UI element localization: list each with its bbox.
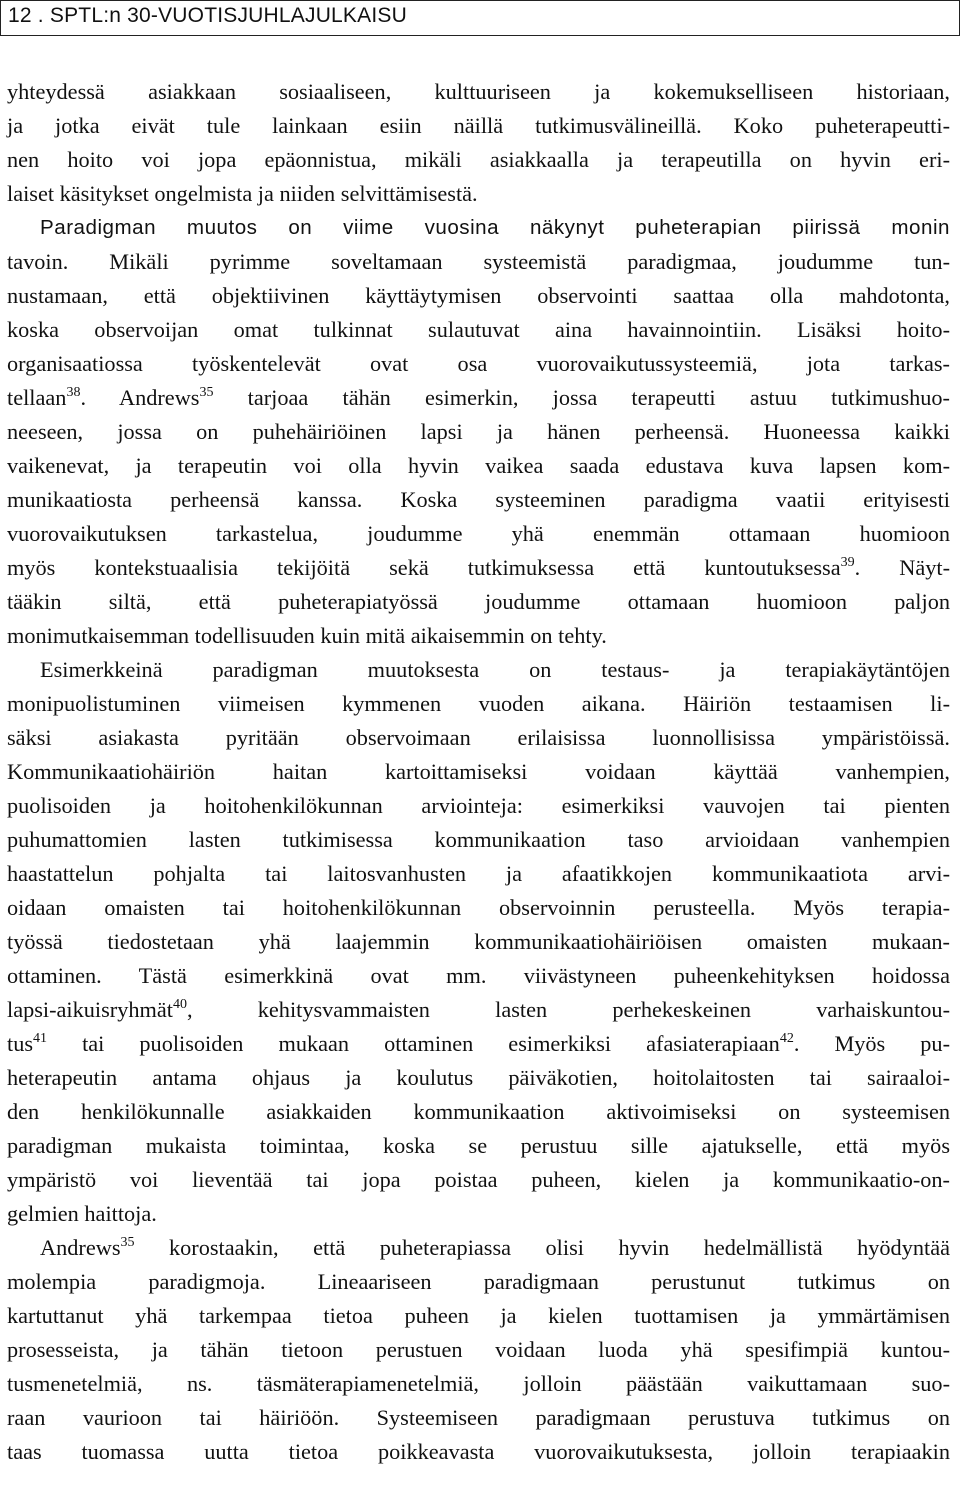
text-line: tellaan$^{38}$. Andrews$^{35}$ tarjoaa tähän esimerkin, jossa terapeutti astuu tutkimushuo- xyxy=(7,384,950,410)
text-line: monimutkaisemman todellisuuden kuin mitä aikaisemmin on tehty. xyxy=(7,623,607,648)
header-separator: . xyxy=(31,4,50,27)
text-line: Kommunikaatiohäiriön haitan kartoittamiseksi voidaan käyttää vanhempien, xyxy=(7,759,950,784)
footnote-ref: 39 xyxy=(840,554,855,570)
text-line: ottaminen. Tästä esimerkkinä ovat mm. viivästyneen puheenkehityksen hoidossa xyxy=(7,963,950,988)
text-line: kartuttanut yhä tarkempaa tietoa puheen ja kielen tuottamisen ja ymmärtämisen xyxy=(7,1303,950,1328)
footnote-ref: 40 xyxy=(172,996,187,1012)
footnote-ref: 42 xyxy=(779,1030,794,1046)
text-line: organisaatiossa työskentelevät ovat osa vuorovaikutussysteemiä, jota tarkas- xyxy=(7,351,950,376)
text-line: monipuolistuminen viimeisen kymmenen vuoden aikana. Häiriön testaamisen li- xyxy=(7,691,950,716)
text-line: gelmien haittoja. xyxy=(7,1201,157,1226)
text-line: puolisoiden ja hoitohenkilökunnan arviointeja: esimerkiksi vauvojen tai pienten xyxy=(7,793,950,818)
text-line: laiset käsitykset ongelmista ja niiden selvittämisestä. xyxy=(7,181,478,206)
text-line: Andrews$^{35}$ korostaakin, että puheterapiassa olisi hyvin hedelmällistä hyödyntää xyxy=(40,1234,950,1260)
text-line: puhumattomien lasten tutkimisessa kommunikaation taso arvioidaan vanhempien xyxy=(7,827,950,852)
running-header xyxy=(8,4,407,28)
text-line: ja jotka eivät tule lainkaan esiin näillä tutkimusvälineillä. Koko puheterapeutti- xyxy=(7,113,950,138)
text-line: munikaatiosta perheensä kanssa. Koska systeeminen paradigma vaatii erityisesti xyxy=(7,487,950,512)
footnote-ref: 35 xyxy=(199,384,214,400)
text-line: koska observoijan omat tulkinnat sulautuvat aina havainnointiin. Lisäksi hoito- xyxy=(7,317,950,342)
publication-title: SPTL:n 30-VUOTISJUHLAJULKAISU xyxy=(49,4,407,27)
text-line: den henkilökunnalle asiakkaiden kommunikaation aktivoimiseksi on systeemisen xyxy=(7,1099,950,1124)
text-line: prosesseista, ja tähän tietoon perustuen voidaan luoda yhä spesifimpiä kuntou- xyxy=(7,1337,950,1362)
text-line: taas tuomassa uutta tietoa poikkeavasta vuorovaikutuksesta, jolloin terapiaakin xyxy=(7,1439,950,1464)
footnote-ref: 41 xyxy=(33,1030,48,1046)
text-line: lapsi-aikuisryhmät$^{40}$, kehitysvammaisten lasten perhekeskeinen varhaiskuntou- xyxy=(7,996,950,1022)
text-line: työssä tiedostetaan yhä laajemmin kommunikaatiohäiriöisen omaisten mukaan- xyxy=(7,929,950,954)
text-line: tus$^{41}$ tai puolisoiden mukaan ottaminen esimerkiksi afasiaterapiaan$^{42}$. Myös pu- xyxy=(7,1030,950,1056)
page-header xyxy=(0,0,960,36)
text-line: ympäristö voi lieventää tai jopa poistaa puheen, kielen ja kommunikaatio-on- xyxy=(7,1167,950,1192)
text-line: säksi asiakasta pyritään observoimaan erilaisissa luonnollisissa ympäristöissä. xyxy=(7,725,950,750)
text-line: oidaan omaisten tai hoitohenkilökunnan observoinnin perusteella. Myös terapia- xyxy=(7,895,950,920)
text-line: tusmenetelmiä, ns. täsmäterapiamenetelmiä, jolloin päästään vaikuttamaan suo- xyxy=(7,1371,950,1396)
text-line: nen hoito voi jopa epäonnistua, mikäli asiakkaalla ja terapeutilla on hyvin eri- xyxy=(7,147,950,172)
footnote-ref: 35 xyxy=(120,1234,135,1250)
text-line: yhteydessä asiakkaan sosiaaliseen, kulttuuriseen ja kokemukselliseen historiaan, xyxy=(7,79,950,104)
text-line: vaikenevat, ja terapeutin voi olla hyvin vaikea saada edustava kuva lapsen kom- xyxy=(7,453,950,478)
text-line: Paradigman muutos on viime vuosina näkynyt puheterapian piirissä monin xyxy=(40,216,950,239)
footnote-ref: 38 xyxy=(66,384,81,400)
text-line: tääkin siltä, että puheterapiatyössä joudumme ottamaan huomioon paljon xyxy=(7,589,950,614)
text-line: Esimerkkeinä paradigman muutoksesta on testaus- ja terapiakäytäntöjen xyxy=(40,657,950,682)
text-line: raan vaurioon tai häiriöön. Systeemiseen paradigmaan perustuva tutkimus on xyxy=(7,1405,950,1430)
text-line: myös kontekstuaalisia tekijöitä sekä tutkimuksessa että kuntoutuksessa$^{39}$. Näyt- xyxy=(7,554,950,580)
text-line: paradigman mukaista toimintaa, koska se perustuu sille ajatukselle, että myös xyxy=(7,1133,950,1158)
text-line: tavoin. Mikäli pyrimme soveltamaan systeemistä paradigmaa, joudumme tun- xyxy=(7,249,950,274)
text-line: heterapeutin antama ohjaus ja koulutus päiväkotien, hoitolaitosten tai sairaaloi- xyxy=(7,1065,950,1090)
text-line: neeseen, jossa on puhehäiriöinen lapsi ja hänen perheensä. Huoneessa kaikki xyxy=(7,419,950,444)
text-line: nustamaan, että objektiivinen käyttäytymisen observointi saattaa olla mahdotonta, xyxy=(7,283,950,308)
text-line: haastattelun pohjalta tai laitosvanhusten ja afaatikkojen kommunikaatiota arvi- xyxy=(7,861,950,886)
page-number: 12 xyxy=(8,4,32,27)
text-line: vuorovaikutuksen tarkastelua, joudumme yhä enemmän ottamaan huomioon xyxy=(7,521,950,546)
text-line: molempia paradigmoja. Lineaariseen paradigmaan perustunut tutkimus on xyxy=(7,1269,950,1294)
